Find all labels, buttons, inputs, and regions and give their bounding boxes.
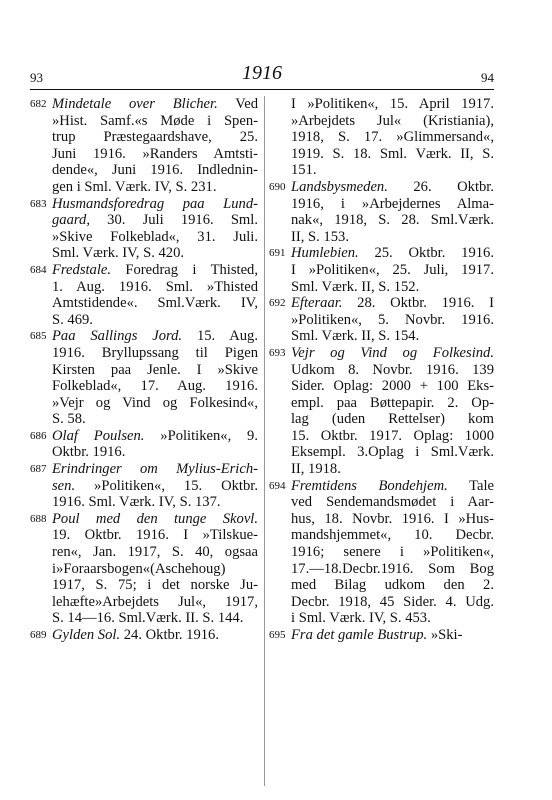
entry-line [291, 395, 494, 412]
entry-text: 15. Oktbr. 1917. Oplag: 1000 [291, 427, 494, 444]
entry-line [291, 328, 494, 345]
work-title: Olaf Poulsen. [52, 427, 145, 444]
entry-line [52, 162, 258, 179]
entry-line [291, 162, 494, 179]
entry-line [52, 511, 258, 528]
work-title: Gylden Sol. [52, 627, 121, 643]
work-title: Fremtidens Bondehjem. [291, 477, 448, 494]
entry-text: lag (uden Rettelser) kom [291, 411, 494, 428]
entry-text: 1916. Sml. Værk. IV, S. 137. [52, 494, 221, 511]
bibliography-entry [30, 627, 258, 644]
entry-text: »Ski- [427, 627, 463, 643]
right-page-number: 94 [481, 70, 494, 85]
entry-text: Udkom 8. Novbr. 1916. 139 [291, 361, 494, 378]
entry-number: 691 [269, 247, 286, 260]
entry-text: »Politiken«, 9. [144, 427, 259, 444]
entry-line [52, 561, 258, 578]
entry-text: i»Foraarsbogen«(Aschehoug) [52, 560, 226, 577]
entry-text: »Politiken«, 5. Novbr. 1916. [291, 311, 494, 328]
entry-line [52, 411, 258, 428]
entry-text: 1917, S. 75; i det norske Ju- [52, 577, 258, 594]
entry-line [291, 511, 494, 528]
entry-number: 683 [30, 197, 47, 210]
entry-line [52, 527, 258, 544]
bibliography-entry [30, 196, 258, 262]
entry-text: mandshjemmet«, 10. Decbr. [291, 527, 494, 544]
entry-line [291, 262, 494, 279]
bibliography-entry [269, 295, 494, 345]
entry-number: 695 [269, 629, 286, 641]
entry-line [52, 328, 258, 345]
entry-text: 1916, i »Arbejdernes Alma- [291, 195, 494, 212]
bibliography-entry [269, 478, 494, 627]
entry-line [52, 179, 258, 196]
entry-text: Amtstidende«. Sml.Værk. IV, [52, 295, 258, 312]
entry-text: Sml. Værk. II, S. 154. [291, 328, 420, 345]
entry-line [291, 544, 494, 561]
bibliography-entry [269, 96, 494, 179]
entry-line [52, 627, 258, 644]
entry-text: 17.—18.Decbr.1916. Som Bog [291, 560, 494, 577]
entry-text: Tale [447, 477, 494, 494]
entry-line [52, 577, 258, 594]
entry-line [52, 594, 258, 611]
entry-text: Juni 1916. »Randers Amtsti- [52, 145, 258, 162]
entry-number: 694 [269, 479, 286, 492]
entry-text: 19. Oktbr. 1916. I »Tilskue- [52, 527, 258, 544]
entry-text: Ved [217, 96, 258, 112]
entry-text: S. 469. [52, 311, 93, 328]
bibliography-entry [30, 511, 258, 627]
entry-text: trup Præstegaardshave, 25. [52, 129, 258, 146]
entry-line [291, 312, 494, 329]
entry-line [52, 428, 258, 445]
entry-text: Sider. Oplag: 2000 + 100 Eks- [291, 378, 494, 395]
entry-text: II, S. 153. [291, 228, 349, 245]
entry-text: 25. Oktbr. 1916. [358, 245, 494, 262]
entry-text: Decbr. 1918, 45 Sider. 4. Udg. [291, 593, 494, 610]
entry-line [291, 494, 494, 511]
entry-number: 687 [30, 463, 47, 476]
entry-text: lehæfte»Arbejdets Jul«, 1917, [52, 593, 258, 610]
entry-line [291, 594, 494, 611]
entry-line [291, 627, 494, 644]
entry-line [52, 312, 258, 329]
entry-line [291, 478, 494, 495]
entry-number: 686 [30, 429, 47, 442]
entry-line [291, 196, 494, 213]
entry-line [291, 527, 494, 544]
bibliography-entry [30, 461, 258, 511]
entry-number: 690 [269, 180, 286, 193]
entry-text: ved Sendemandsmødet i Aar- [291, 494, 494, 511]
entry-number: 688 [30, 512, 47, 525]
entry-text: ren«, Jan. 1917, S. 40, ogsaa [52, 544, 258, 561]
right-column [269, 96, 494, 644]
entry-text: 151. [291, 162, 317, 179]
entry-line [52, 96, 258, 113]
entry-line [52, 378, 258, 395]
entry-text: Folkeblad«, 17. Aug. 1916. [52, 378, 258, 395]
entry-line [52, 229, 258, 246]
entry-text: »Hist. Samf.«s Møde i Spen- [52, 112, 258, 129]
entry-number: 682 [30, 98, 47, 110]
entry-line [52, 196, 258, 213]
entry-text: Sml. Værk. IV, S. 420. [52, 245, 185, 262]
entry-number: 689 [30, 629, 47, 641]
entry-text: I »Politiken«, 25. Juli, 1917. [291, 261, 494, 278]
entry-line [291, 411, 494, 428]
work-title: Fredstale. [52, 261, 112, 278]
work-title: Erindringer om Mylius-Erich- [52, 461, 258, 478]
entry-text: S. 14—16. Sml.Værk. II. S. 144. [52, 610, 244, 627]
entry-line [52, 444, 258, 461]
entry-text: 15. Aug. [182, 328, 258, 345]
entry-text: 1916. Bryllupssang til Pigen [52, 344, 258, 361]
entry-line [291, 362, 494, 379]
work-title: Landsbysmeden. [291, 178, 388, 195]
entry-line [52, 494, 258, 511]
entry-line [52, 610, 258, 627]
entry-line [52, 113, 258, 130]
bibliography-entry [30, 428, 258, 461]
work-title: Poul med den tunge Skovl. [52, 510, 258, 527]
entry-line [291, 229, 494, 246]
work-title: Fra det gamle Bustrup. [291, 627, 428, 643]
entry-number: 684 [30, 263, 47, 276]
entry-line [291, 461, 494, 478]
entry-line [291, 378, 494, 395]
entry-line [291, 212, 494, 229]
entry-number: 693 [269, 346, 286, 359]
entry-text: hus, 18. Novbr. 1916. I »Hus- [291, 510, 494, 527]
bibliography-entry [269, 627, 494, 644]
entry-text: med Bilag udkom den 2. [291, 577, 494, 594]
entry-text: 1919. S. 18. Sml. Værk. II, S. [291, 145, 494, 162]
entry-line [291, 245, 494, 262]
left-column [30, 96, 258, 644]
entry-line [52, 146, 258, 163]
entry-text: 1916; senere i »Politiken«, [291, 544, 494, 561]
entry-text: »Vejr og Vind og Folkesind«, [52, 394, 258, 411]
entry-text: 30. Juli 1916. Sml. [89, 212, 258, 229]
entry-line [52, 461, 258, 478]
work-title: sen. [52, 477, 76, 494]
work-title: gaard, [52, 212, 90, 229]
entry-line [52, 544, 258, 561]
entry-text: nak«, 1918, S. 28. Sml.Værk. [291, 212, 494, 229]
work-title: Humlebien. [291, 245, 359, 262]
work-title: Paa Sallings Jord. [52, 328, 183, 345]
left-page-number: 93 [30, 70, 43, 85]
entry-text: dende«, Juni 1916. Indlednin- [52, 162, 258, 179]
entry-text: Sml. Værk. II, S. 152. [291, 278, 420, 295]
entry-line [52, 245, 258, 262]
entry-line [52, 478, 258, 495]
entry-line [52, 129, 258, 146]
entry-line [291, 129, 494, 146]
entry-line [291, 577, 494, 594]
entry-line [291, 345, 494, 362]
entry-line [291, 113, 494, 130]
bibliography-entry [30, 96, 258, 196]
column-divider [264, 96, 265, 786]
entry-text: 28. Oktbr. 1916. I [342, 295, 494, 312]
work-title: Mindetale over Blicher. [52, 96, 218, 112]
entry-number: 685 [30, 330, 47, 343]
entry-text: i Sml. Værk. IV, S. 453. [291, 610, 431, 627]
entry-text: Eksempl. 3.Oplag i Sml.Værk. [291, 444, 494, 461]
entry-text: empl. paa Bøttepapir. 2. Op- [291, 394, 494, 411]
entry-number: 692 [269, 297, 286, 310]
entry-text: »Skive Folkeblad«, 31. Juli. [52, 228, 258, 245]
entry-line [291, 561, 494, 578]
entry-text: S. 58. [52, 411, 86, 428]
bibliography-entry [30, 328, 258, 428]
entry-line [291, 179, 494, 196]
entry-text: II, 1918. [291, 461, 341, 478]
year-heading: 1916 [242, 62, 282, 84]
entry-line [291, 610, 494, 627]
entry-text: 24. Oktbr. 1916. [120, 627, 220, 643]
entry-line [291, 428, 494, 445]
bibliography-entry [269, 245, 494, 295]
entry-text: 1918, S. 17. »Glimmersand«, [291, 129, 494, 146]
work-title: Vejr og Vind og Folkesind. [291, 344, 494, 361]
work-title: Efteraar. [291, 295, 343, 312]
bibliography-entry [269, 179, 494, 245]
entry-text: gen i Sml. Værk. IV, S. 231. [52, 178, 217, 195]
running-header [30, 62, 494, 88]
entry-line [52, 395, 258, 412]
entry-text: Oktbr. 1916. [52, 444, 126, 461]
header-rule [30, 89, 494, 90]
entry-line [52, 362, 258, 379]
entry-line [291, 146, 494, 163]
entry-line [52, 262, 258, 279]
entry-line [52, 345, 258, 362]
entry-line [52, 279, 258, 296]
entry-line [291, 279, 494, 296]
bibliography-entry [30, 262, 258, 328]
entry-text: I »Politiken«, 15. April 1917. [291, 96, 494, 112]
entry-line [52, 295, 258, 312]
work-title: Husmandsforedrag paa Lund- [52, 195, 258, 212]
entry-line [291, 444, 494, 461]
entry-line [291, 96, 494, 113]
entry-text: »Politiken«, 15. Oktbr. [75, 477, 258, 494]
entry-text: Kirsten paa Jenle. I »Skive [52, 361, 258, 378]
entry-text: 26. Oktbr. [387, 178, 494, 195]
bibliography-entry [269, 345, 494, 478]
entry-text: 1. Aug. 1916. Sml. »Thisted [52, 278, 258, 295]
entry-line [291, 295, 494, 312]
entry-line [52, 212, 258, 229]
entry-text: »Arbejdets Jul« (Kristiania), [291, 112, 494, 129]
entry-text: Foredrag i Thisted, [111, 261, 258, 278]
